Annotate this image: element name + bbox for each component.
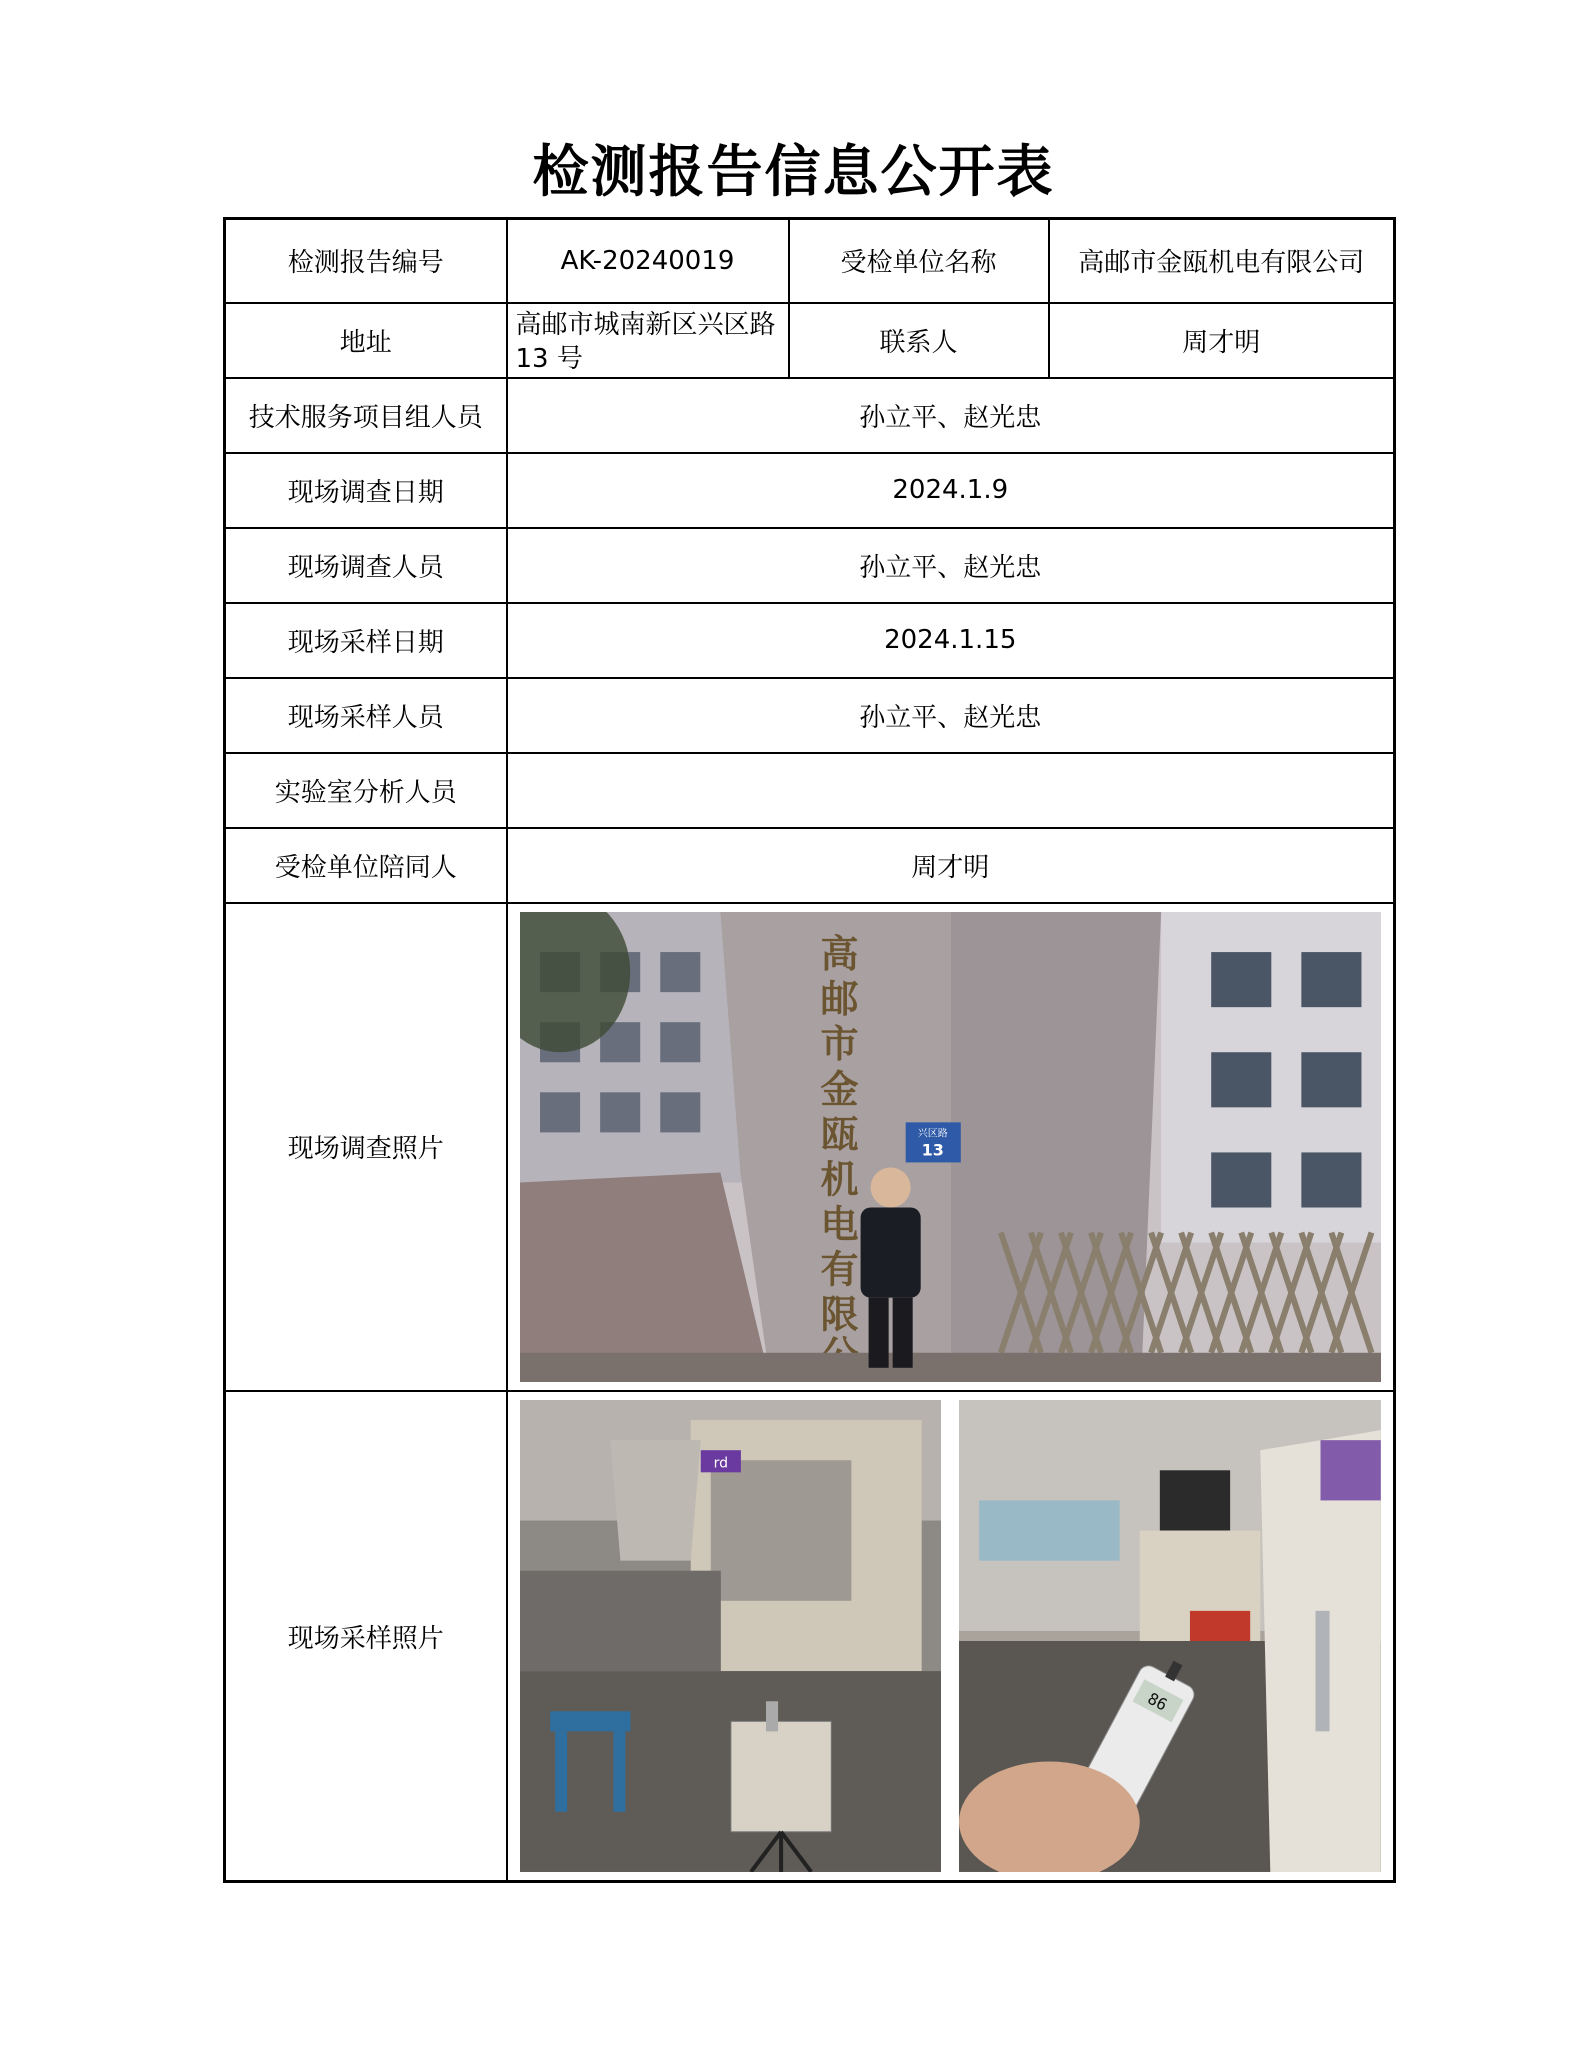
svg-text:邮: 邮 — [820, 975, 859, 1021]
meter-reading: 86 — [1144, 1689, 1171, 1715]
row-value: 孙立平、赵光忠 — [507, 678, 1395, 753]
info-row — [225, 828, 1395, 903]
sampling-photo-meter — [959, 1400, 1381, 1872]
sampler-box — [730, 1722, 830, 1832]
report-number-label: 检测报告编号 — [225, 219, 507, 303]
survey-photo-row — [225, 903, 1395, 1392]
row-value: 孙立平、赵光忠 — [507, 378, 1395, 453]
row-label: 现场采样日期 — [225, 603, 507, 678]
info-row — [225, 753, 1395, 828]
row-label: 受检单位陪同人 — [225, 828, 507, 903]
address-label: 地址 — [225, 303, 507, 378]
info-row — [225, 453, 1395, 528]
svg-text:电: 电 — [820, 1201, 859, 1247]
report-number-value: AK-20240019 — [507, 219, 789, 303]
row-value: 2024.1.9 — [507, 453, 1395, 528]
survey-photo — [520, 912, 1382, 1383]
row-label: 技术服务项目组人员 — [225, 378, 507, 453]
contact-label: 联系人 — [789, 303, 1049, 378]
row-label: 现场调查日期 — [225, 453, 507, 528]
report-number-row — [225, 219, 1395, 303]
sign-lettering — [820, 931, 858, 1377]
inspected-unit-label: 受检单位名称 — [789, 219, 1049, 303]
svg-text:金: 金 — [820, 1065, 859, 1111]
report-table — [223, 217, 1396, 1883]
row-value: 孙立平、赵光忠 — [507, 528, 1395, 603]
door-plate-street: 兴区路 — [917, 1127, 948, 1139]
machine-hopper — [610, 1440, 700, 1560]
survey-photo-cell — [507, 903, 1395, 1392]
machine-label: rd — [713, 1455, 728, 1472]
row-label: 现场采样人员 — [225, 678, 507, 753]
survey-photo-label: 现场调查照片 — [225, 903, 507, 1392]
svg-text:有: 有 — [820, 1246, 859, 1292]
address-value: 高邮市城南新区兴区路 13 号 — [507, 303, 789, 378]
contact-value: 周才明 — [1049, 303, 1395, 378]
sampling-photo-label: 现场采样照片 — [225, 1391, 507, 1881]
door-plate-number: 13 — [921, 1139, 944, 1159]
row-value — [507, 753, 1395, 828]
wall-notice-boards — [979, 1501, 1120, 1561]
sampling-photo-cell — [507, 1391, 1395, 1881]
info-row — [225, 678, 1395, 753]
svg-text:市: 市 — [820, 1020, 859, 1066]
info-row — [225, 603, 1395, 678]
meter-photo-image — [959, 1400, 1381, 1872]
address-row — [225, 303, 1395, 378]
svg-text:机: 机 — [820, 1155, 859, 1201]
svg-text:高: 高 — [820, 930, 859, 976]
svg-text:瓯: 瓯 — [820, 1110, 859, 1156]
row-label: 实验室分析人员 — [225, 753, 507, 828]
page-title: 检测报告信息公开表 — [532, 140, 1055, 205]
info-row — [225, 378, 1395, 453]
info-row — [225, 528, 1395, 603]
inspected-unit-value: 高邮市金瓯机电有限公司 — [1049, 219, 1395, 303]
svg-text:限: 限 — [820, 1291, 859, 1337]
sampling-photo-machine — [520, 1400, 942, 1872]
sampling-photo-row — [225, 1391, 1395, 1881]
building-photo-image — [520, 912, 1382, 1383]
row-value: 2024.1.15 — [507, 603, 1395, 678]
row-label: 现场调查人员 — [225, 528, 507, 603]
machine-photo-image — [520, 1400, 942, 1872]
row-value: 周才明 — [507, 828, 1395, 903]
